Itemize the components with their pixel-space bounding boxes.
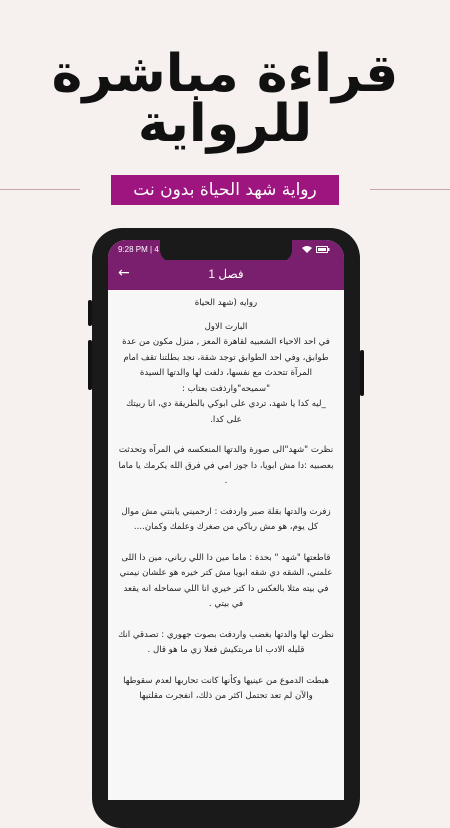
status-icons (302, 245, 330, 255)
phone-screen (108, 240, 344, 800)
promo-ribbon: رواية شهد الحياة بدون نت (111, 175, 339, 205)
paragraph: نظرت لها والدتها بغضب واردفت بصوت جهوري : تصدقي انك قليله الادب انا مربتكيش فعلا زي ما هو قال . (118, 629, 334, 655)
chapter-content[interactable] (108, 296, 344, 796)
paragraph: _ليه كدا يا شهد، تردي على ابوكي بالطريقة دي، انا ربيتك على كدا. (126, 399, 326, 425)
paragraph: هبطت الدموع من عينيها وكأنها كانت تحاربها لعدم سقوطها والآن لم تعد تحتمل اكثر من ذلك، انفجرت مقلتيها (123, 675, 329, 701)
paragraph: قاطعتها "شهد " بحدة : ماما مين دا اللي رباني، مين دا اللى علمني، الشقه دي شقه ابويا مش كتر خيره هو علشان نيمني في بيته مثلا بالعكس دا كتر خيري انا اللي سماحله انه يقعد في بيتي . (119, 552, 333, 609)
part-heading: البارت الاول (204, 321, 248, 332)
divider-right (370, 189, 450, 190)
promo-headline-line1: قراءة مباشرة (51, 44, 399, 104)
battery-icon (316, 246, 330, 255)
app-bar (108, 260, 344, 290)
chapter-title: فصل 1 (208, 267, 244, 281)
promo-headline-line2: للرواية (137, 94, 313, 154)
camera-notch (160, 240, 292, 262)
status-time: 9:28 PM | 4 (118, 245, 159, 254)
phone-button-left (88, 300, 92, 326)
phone-button-right (360, 350, 364, 396)
paragraph: زفرت والدتها بقلة صبر واردفت : ارحميني يابنتي مش موال كل يوم، هو مش رباكي من صغرك وعلمك وكمان.... (121, 506, 331, 532)
phone-button-left-2 (88, 340, 92, 390)
back-arrow-icon[interactable]: ← (118, 265, 130, 281)
wifi-icon (302, 245, 312, 255)
paragraph: نظرت "شهد"الى صورة والدتها المنعكسه في المرآه وتحدثت بعصبيه :دا مش ابويا، دا جوز امي في فرق الله يكرمك يا ماما . (118, 445, 334, 486)
novel-title-line: روايه (شهد الحياة (194, 298, 258, 308)
divider-left (0, 189, 80, 190)
paragraph: في احد الاحياء الشعبيه لقاهرة المعز , منزل مكون من عدة طوابق، وفي احد الطوابق توجد شقة، نجد بطلتنا تقف امام المرآة تتحدث مع نفسها، دلفت لها والدتها السيدة "سميحه"وارذفت بعتاب : (122, 337, 330, 394)
